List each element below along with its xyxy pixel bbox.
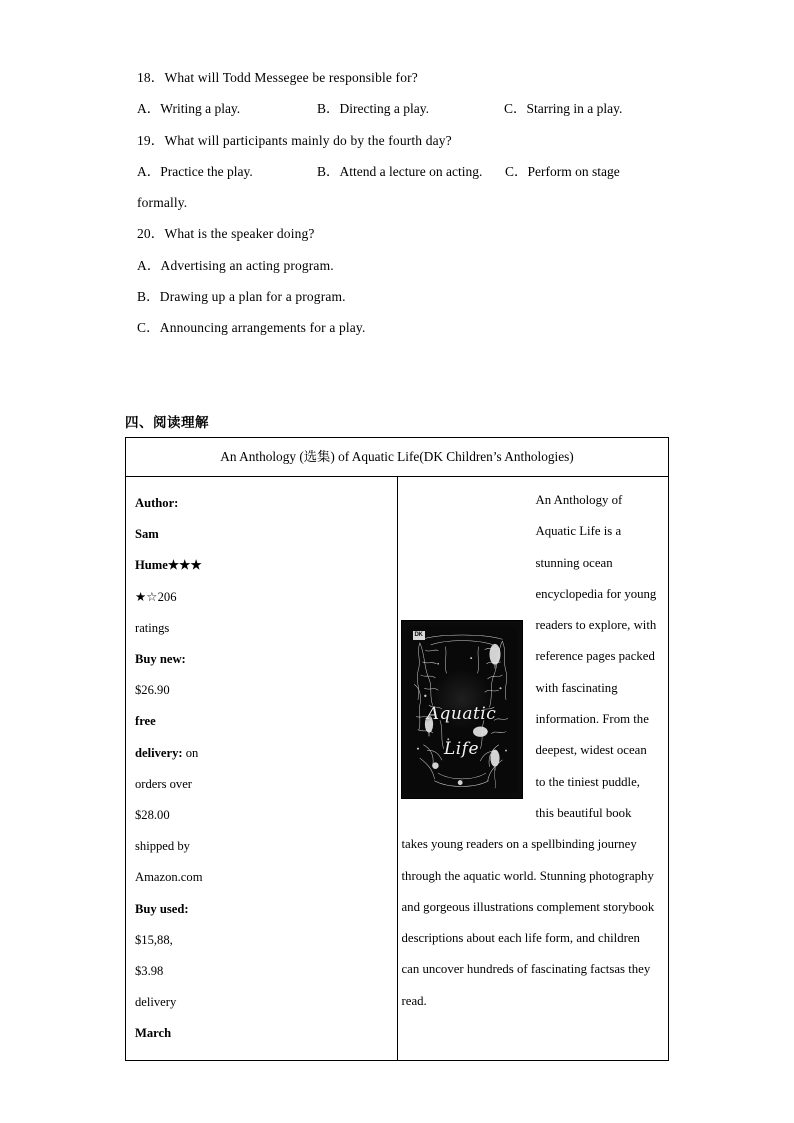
question-19-option-c-continuation: formally. [137,195,188,211]
buy-used-price: $15,88, [135,932,173,947]
book-metadata-cell [126,477,398,1061]
question-19-stem: 19．What will participants mainly do by the fourth day? [137,132,452,148]
book-cover-artwork [407,626,517,793]
question-20-stem: 20．What is the speaker doing? [137,226,315,242]
book-cover-title-line-1: Aquatic [426,704,497,725]
question-20-option-b[interactable]: B．Drawing up a plan for a program. [137,289,346,305]
ratings-word: ratings [135,620,170,635]
rating-count: 206 [157,589,177,604]
dk-publisher-logo-icon: DK [414,632,423,638]
delivery-month: March [135,1026,172,1041]
buy-new-label: Buy new: [135,652,186,667]
delivery-text-on: on [185,745,199,760]
buy-used-label: Buy used: [135,901,189,916]
author-label: Author: [135,496,179,510]
rating-line [135,582,392,613]
star-rating-icon-group-1: ★★★ [167,558,202,573]
question-19-options [137,156,697,187]
book-cover-title-line-2: Life [443,738,480,759]
star-rating-icon-group-2: ★☆ [135,589,158,604]
question-18-stem: 18．What will Todd Messegee be responsible for? [137,70,418,85]
reading-passage-table [125,437,669,1061]
delivery-line-4: shipped by [135,839,190,854]
delivery-line-3: $28.00 [135,808,170,823]
book-title-cell: An Anthology (选集) of Aquatic Life(DK Children’s Anthologies) [126,438,669,477]
question-18-option-a[interactable]: A．Writing a play. [137,101,241,117]
question-18-option-c[interactable]: C．Starring in a play. [504,101,623,117]
question-19-option-b[interactable]: B．Attend a lecture on acting. [317,163,483,179]
delivery-line-5: Amazon.com [135,870,203,885]
section-heading-reading-comprehension: 四、阅读理解 [125,415,209,431]
question-19-option-a[interactable]: A．Practice the play. [137,163,253,179]
used-delivery-price: $3.98 [135,964,164,979]
author-first-name: Sam [135,527,159,542]
used-delivery-word: delivery [135,995,177,1010]
listening-questions-block [137,62,697,344]
free-label: free [135,714,156,729]
book-description-cell [397,477,669,1061]
author-last-name-and-stars [135,550,392,581]
book-cover-figure [402,621,522,798]
delivery-line-2: orders over [135,776,192,791]
description-lead-line: An Anthology of Aquatic Life is a stunning ocean [535,493,623,570]
question-19-option-c[interactable]: C．Perform on stage [505,163,620,179]
delivery-label: delivery: [135,745,183,760]
table-header-row [126,438,669,477]
question-18-options [137,93,697,124]
author-last-name: Hume [135,558,168,573]
delivery-line-1 [135,738,392,769]
book-cover-image [402,621,522,798]
table-content-row [126,477,669,1061]
question-18-option-b[interactable]: B．Directing a play. [317,101,429,117]
description-body: encyclopedia for young readers to explore, with reference pages packed with fascinating information. From the deepest, widest ocean to the tiniest puddle, this beautiful book takes young readers on a spellbinding journey through the aquatic world. Stunning photography and gorgeous illustrations complement storybook descriptions about each life form, and children can uncover hundreds of fascinating factsas they read. [401,586,657,1008]
question-20-option-a[interactable]: A．Advertising an acting program. [137,257,334,273]
question-20-option-c[interactable]: C．Announcing arrangements for a play. [137,320,366,336]
book-cover-title [407,699,517,765]
buy-new-price: $26.90 [135,683,170,698]
